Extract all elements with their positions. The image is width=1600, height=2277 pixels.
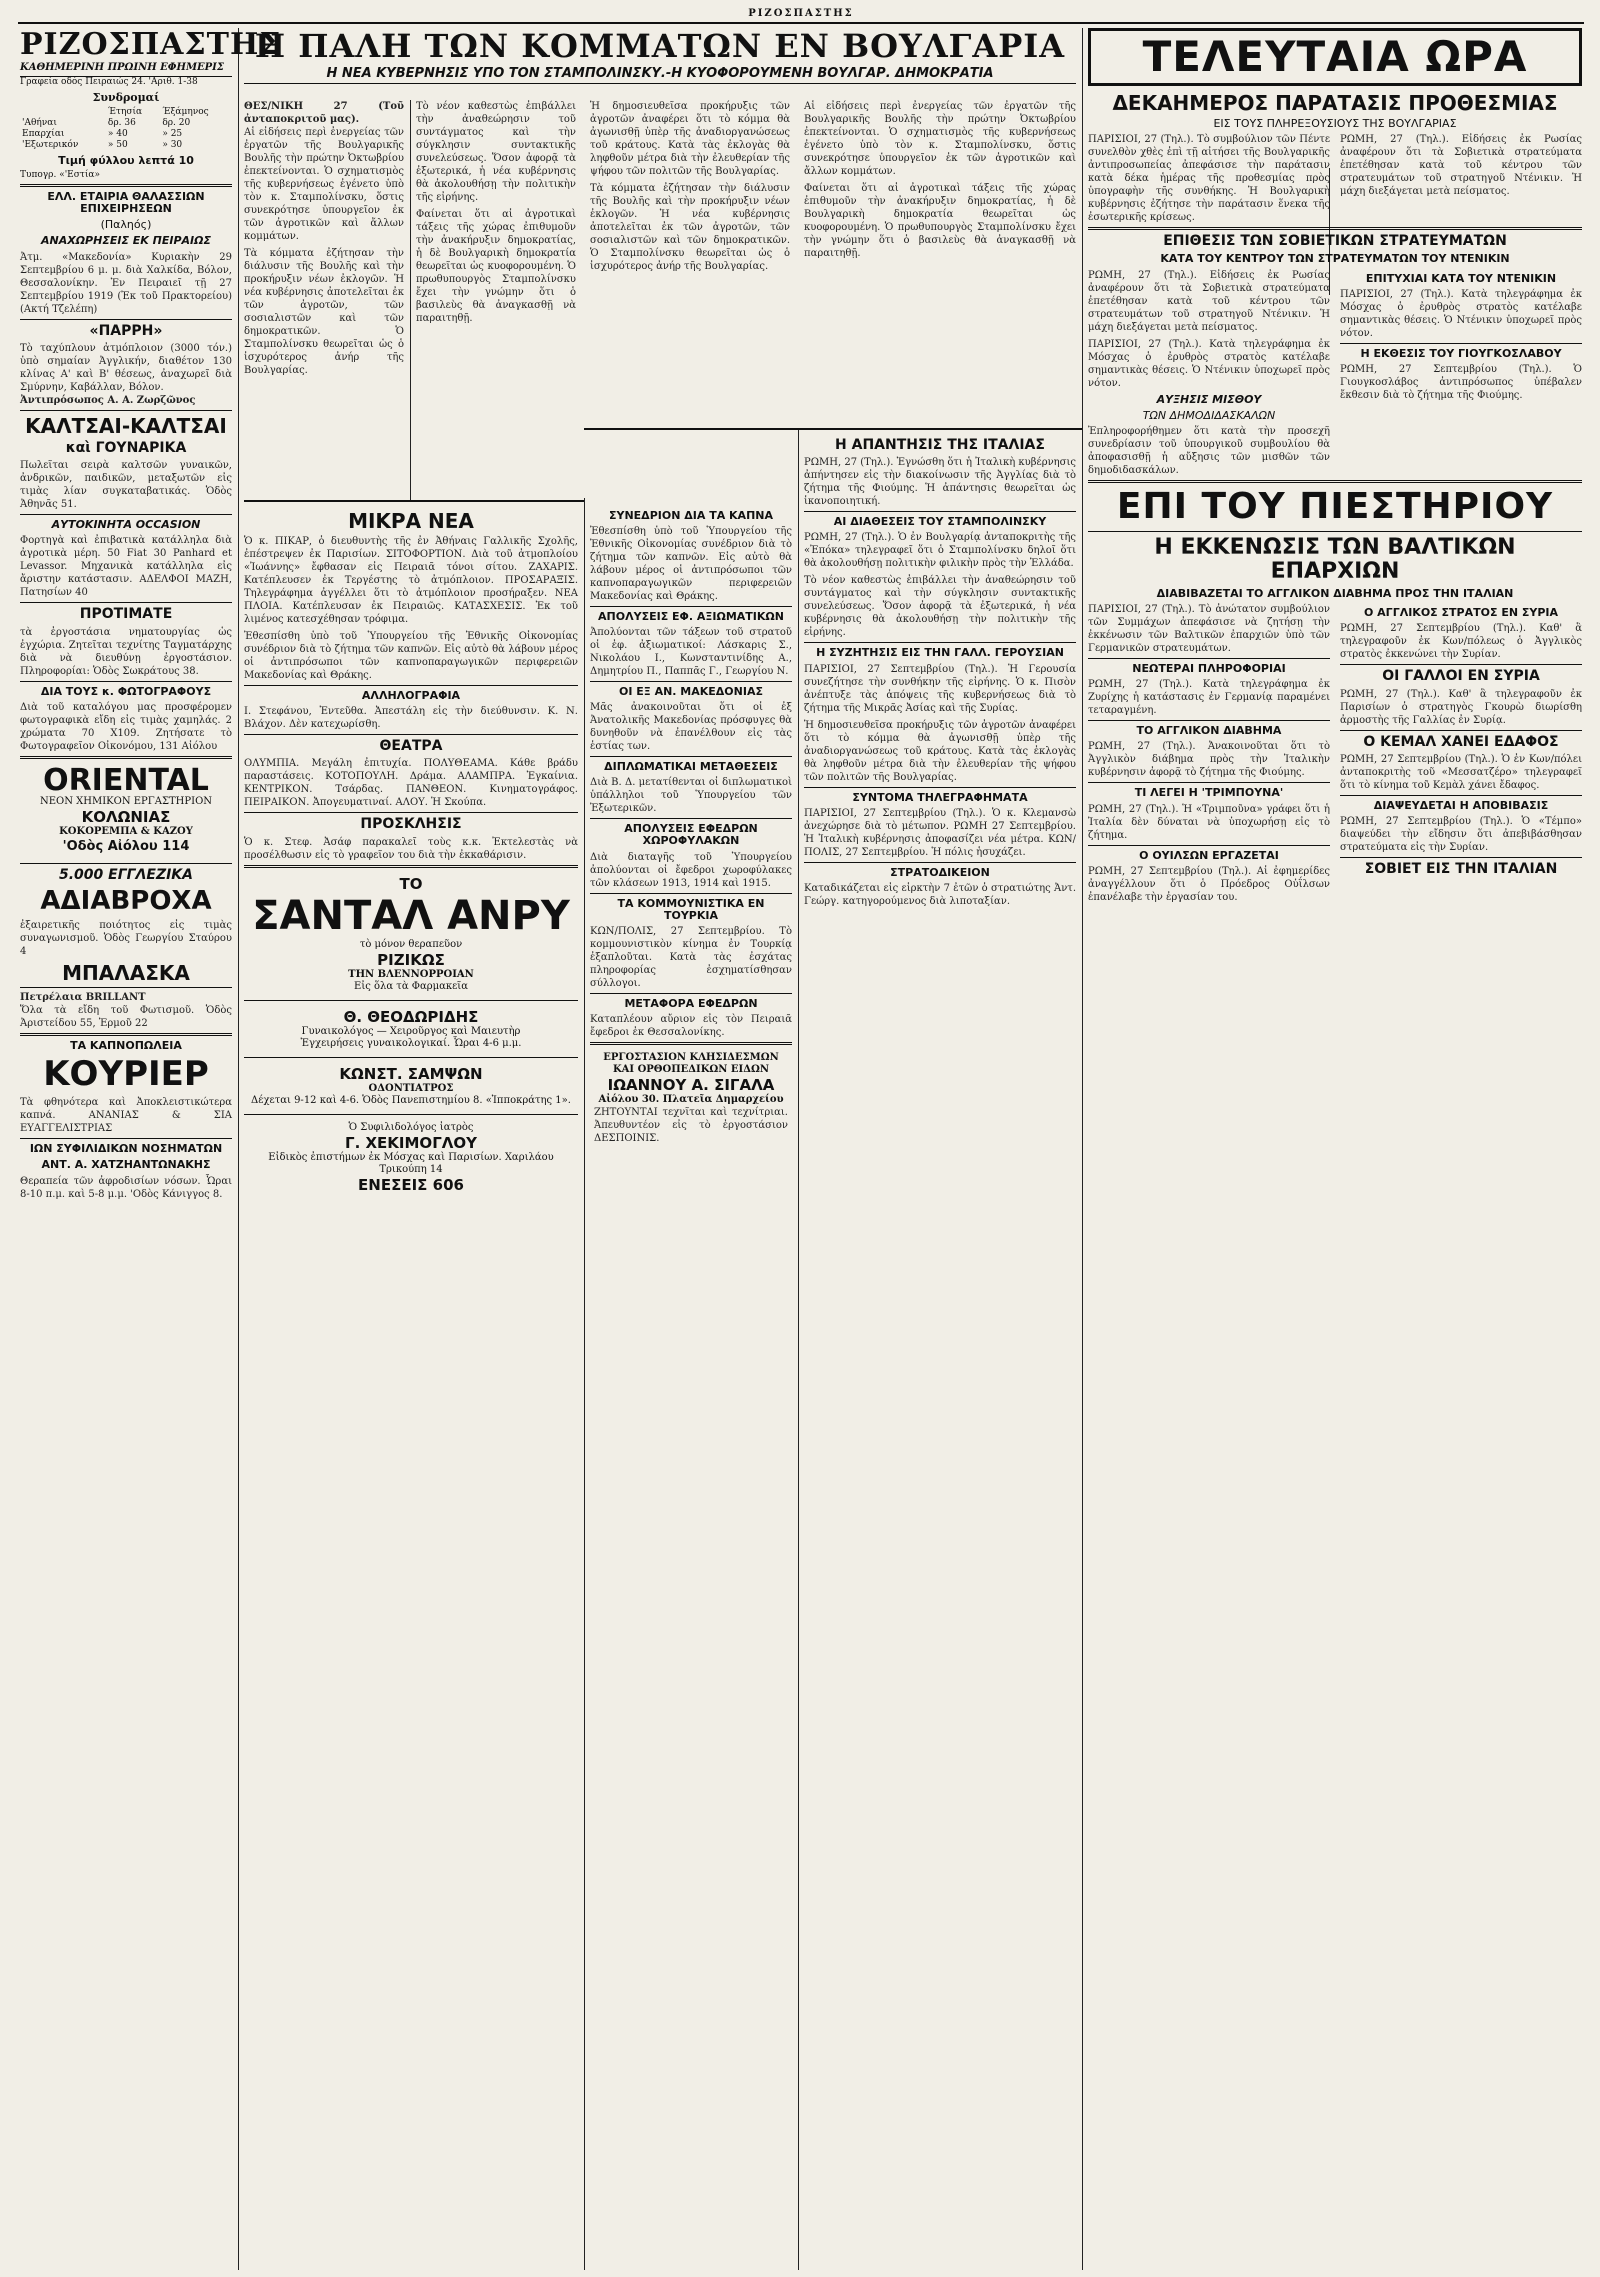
table-row: Επαρχίαι » 40 » 25: [22, 129, 183, 140]
main-headline-block: [244, 27, 1076, 87]
brilliant-text: Ὅλα τὰ εἴδη τοῦ Φωτισμοῦ. Ὁδὸς Ἀριστείδου 55, Ἐρμοῦ 22: [20, 1004, 232, 1029]
section-text: ΡΩΜΗ, 27 (Τηλ.). Ἀνακοινοῦται ὅτι τὸ Ἀγγλικὸν διάβημα πρὸς τὴν Ἰταλικὴν κυβέρνησιν ἀφορᾷ τὸ ζήτημα τῆς Φιούμης.: [1088, 741, 1330, 779]
oriental-ad: [20, 762, 232, 860]
oriental-addr: ΚΟΚΟΡΕΜΠΑ & ΚΑΖΟΥ: [59, 825, 193, 837]
dentist-text: Δέχεται 9-12 καὶ 4-6. Ὁδὸς Πανεπιστημίου 8. «Ἱπποκράτης 1».: [251, 1094, 571, 1106]
section-sub: ΕΙΣ ΤΟΥΣ ΠΛΗΡΕΞΟΥΣΙΟΥΣ ΤΗΣ ΒΟΥΛΓΑΡΙΑΣ: [1213, 117, 1457, 130]
section-heading: ΑΠΟΛΥΣΕΙΣ ΕΦ. ΑΞΙΩΜΑΤΙΚΩΝ: [598, 610, 784, 624]
departures-text: Ἀτμ. «Μακεδονία» Κυριακὴν 29 Σεπτεμβρίου 6 μ. μ. διὰ Χαλκίδα, Βόλον, Θεσσαλονίκην. Ἐν Πειραιεῖ τῇ 27 Σεπτεμβρίου 1919 (Ἐκ τοῦ Πρακτορείου) (Ακτή Τζελέπη): [20, 251, 232, 315]
main-para: Φαίνεται ὅτι αἱ ἀγροτικαὶ τάξεις τῆς χώρας ἐπιθυμοῦν τὴν ἀνακήρυξιν δημοκρατίας, ἡ δὲ Βουλγαρικὴ δημοκρατία θεωρεῖται ὡς κυοφορουμένη. Ὁ πρωθυπουργὸς Σταμπολίνσκυ ἔχει τὴν γνώμην ὅτι ὁ βασιλεὺς θὰ ἀναγκασθῇ νὰ παραιτηθῇ.: [416, 209, 576, 324]
running-header: ΡΙΖΟΣΠΑΣΤΗΣ: [18, 8, 1584, 24]
santal-sub3: ΤΗΝ ΒΛΕΝΝΟΡΡΟΙΑΝ: [348, 968, 474, 980]
main-subhead: Η ΝΕΑ ΚΥΒΕΡΝΗΣΙΣ ΥΠΟ ΤΟΝ ΣΤΑΜΠΟΛΙΝΣΚΥ.-Η ΚΥΟΦΟΡΟΥΜΕΝΗ ΒΟΥΛΓΑΡ. ΔΗΜΟΚΡΑΤΙΑ: [326, 65, 994, 81]
office-address: Γραφεία οδός Πειραιώς 24. 'Αριθ. 1-38: [20, 77, 198, 87]
main-story-col-3: [590, 100, 790, 500]
section-text: ΡΩΜΗ, 27 Σεπτεμβρίου (Τηλ.). Αἱ ἐφημερίδες ἀναγγέλλουν ὅτι ὁ Πρόεδρος Οὐΐλσων ἐπανέλαβε τὴν ἐργασίαν του.: [1088, 865, 1330, 903]
section-heading: ΑΥΞΗΣΙΣ ΜΙΣΘΟΥ: [1156, 392, 1262, 406]
section-heading: ΣΥΝΕΔΡΙΟΝ ΔΙΑ ΤΑ ΚΑΠΝΑ: [608, 509, 773, 522]
main-para: Αἱ εἰδήσεις περὶ ἐνεργείας τῶν ἐργατῶν τῆς Βουλγαρικῆς Βουλῆς τὴν πρώτην Ὀκτωβρίου ἐπεκτείνονται. Ὁ σχηματισμὸς τῆς κυβερνήσεως ἐγένετο ὑπὸ τὸν κ. Σταμπολίνσκυ, ὅστις συνεκρότησε ὑπουργεῖον ἐκ τῶν ἀγροτικῶν καὶ ἄλλων κομμάτων.: [804, 101, 1076, 177]
ship-text: Τὸ ταχύπλουν ἀτμόπλοιον (3000 τόν.) ὑπὸ σημαίαν Ἀγγλικήν, διαθέτον 130 κλίνας Α' καὶ Β' θέσεως, ἀναχωρεῖ διὰ Σμύρνην, Καβάλλαν, Βόλον.: [20, 342, 232, 393]
main-story-col-1: [244, 100, 404, 500]
english-heading: 5.000 ΕΓΓΛΕΖΙΚΑ: [58, 866, 193, 883]
section-heading: ΜΕΤΑΦΟΡΑ ΕΦΕΔΡΩΝ: [624, 996, 758, 1010]
section-text: ΠΑΡΙΣΙΟΙ, 27 (Τηλ.). Τὸ ἀνώτατον συμβούλιον τῶν Συμμάχων ἀπεφάσισε νὰ ζητήσῃ τὴν ἐκκένωσιν τῶν Βαλτικῶν ἐπαρχιῶν ὑπὸ τῶν Γερμανικῶν στρατευμάτων.: [1088, 604, 1330, 655]
masthead-title: ΡΙΖΟΣΠΑΣΤΗΣ: [20, 27, 282, 62]
section-rule: [584, 428, 1082, 430]
sigala-addr: Αἰόλου 30. Πλατεῖα Δημαρχείου: [598, 1093, 784, 1105]
oriental-sub: ΝΕΟΝ ΧΗΜΙΚΟΝ ΕΡΓΑΣΤΗΡΙΟΝ: [39, 795, 213, 807]
section-heading: Η ΑΠΑΝΤΗΣΙΣ ΤΗΣ ΙΤΑΛΙΑΣ: [835, 437, 1045, 453]
doctor3-name: Γ. ΧΕΚΙΜΟΓΛΟΥ: [345, 1133, 477, 1152]
mikra-nea-text: Ἐθεσπίσθη ὑπὸ τοῦ Ὑπουργείου τῆς Ἐθνικῆς Οἰκονομίας συνέδριον διὰ τὸ ζήτημα τῶν καπνῶν. Εἰς αὐτὸ θὰ λάβουν μέρος οἱ ἀντιπρόσωποι τῶν καπνοπαραγωγικῶν περιφερειῶν Μακεδονίας καὶ Θράκης.: [244, 631, 578, 681]
doctor3-tail: ΕΝΕΣΕΙΣ 606: [358, 1175, 464, 1194]
section-text: ΡΩΜΗ, 27 (Τηλ.). Καθ' ἃ τηλεγραφοῦν ἐκ Παρισίων ὁ στρατηγὸς Γκουρὼ διωρίσθη ἀρμοστὴς τῆς Γαλλίας ἐν Συρίᾳ.: [1340, 688, 1582, 726]
kourier-text: Τὰ φθηνότερα καὶ Ἀποκλειστικώτερα καπνά. ΑΝΑΝΙΑΣ & ΣΙΑ ΕΥΑΓΓΕΛΙΣΤΡΙΑΣ: [20, 1097, 232, 1135]
section-heading: ΝΕΩΤΕΡΑΙ ΠΛΗΡΟΦΟΡΙΑΙ: [1132, 662, 1286, 676]
press-banner: ΕΠΙ ΤΟΥ ΠΙΕΣΤΗΡΙΟΥ: [1116, 485, 1554, 527]
section-heading: ΤΟ ΑΓΓΛΙΚΟΝ ΔΙΑΒΗΜΑ: [1136, 724, 1282, 738]
section-heading: ΟΙ ΓΑΛΛΟΙ ΕΝ ΣΥΡΙΑ: [1382, 668, 1540, 685]
dentist-ad: [244, 1061, 578, 1111]
sigala-sub: ΚΑΙ ΟΡΘΟΠΕΔΙΚΩΝ ΕΙΔΩΝ: [612, 1063, 770, 1075]
section-heading: Η ΣΥΖΗΤΗΣΙΣ ΕΙΣ ΤΗΝ ΓΑΛΛ. ΓΕΡΟΥΣΙΑΝ: [816, 646, 1064, 660]
section-heading: Η ΕΚΚΕΝΩΣΙΣ ΤΩΝ ΒΑΛΤΙΚΩΝ ΕΠΑΡΧΙΩΝ: [1154, 534, 1516, 584]
section-text: Ἀπολύονται τῶν τάξεων τοῦ στρατοῦ οἱ ἐφ. ἀξιωματικοί: Λάσκαρις Σ., Νικολάου Ι., Κωνσταντινίδης Α., Δημητρίου Π., Παππᾶς Γ., Γεωργίου Ν.: [590, 627, 792, 678]
masthead-subtitle: ΚΑΘΗΜΕΡΙΝΗ ΠΡΩΙΝΗ ΕΦΗΜΕΡΙΣ: [20, 62, 232, 77]
doctor3-ad: [244, 1118, 578, 1198]
kaltsai-text: Πωλεῖται σειρὰ καλτσῶν γυναικῶν, ἀνδρικῶν, παιδικῶν, μεταξωτῶν εἰς τιμὰς λίαν συγκαταβατικάς. Ὁδὸς Ἀθηνᾶς 51.: [20, 460, 232, 511]
correspondence-heading: ΑΛΛΗΛΟΓΡΑΦΙΑ: [361, 689, 461, 702]
left-column: [20, 27, 282, 2270]
doctor2-ad: [244, 1004, 578, 1054]
section-heading: Ο ΟΥΙΛΣΩΝ ΕΡΓΑΖΕΤΑΙ: [1139, 848, 1279, 862]
right-column: [1088, 28, 1582, 2270]
table-row: 'Αθήναι δρ. 36 δρ. 20: [22, 118, 191, 129]
section-text: ΠΑΡΙΣΙΟΙ, 27 Σεπτεμβρίου (Τηλ.). Ὁ κ. Κλεμανσὼ ἀνεχώρησε διὰ τὸ μέτωπον. ΡΩΜΗ 27 Σεπτεμβρίου. Ἡ Ἰταλικὴ κυβέρνησις ἀποφασίζει νέα μέτρα. ΚΩΝ/ΠΟΛΙΣ, 27 Σεπτεμβρίου. Ἡ πόλις ἡσυχάζει.: [804, 807, 1076, 858]
section-heading: Η ΕΚΘΕΣΙΣ ΤΟΥ ΓΙΟΥΓΚΟΣΛΑΒΟΥ: [1360, 346, 1562, 360]
shipping-sub: (Παληός): [100, 218, 152, 232]
section-heading: ΣΤΡΑΤΟΔΙΚΕΙΟΝ: [890, 865, 990, 879]
section-text: ΚΩΝ/ΠΟΛΙΣ, 27 Σεπτεμβρίου. Τὸ κομμουνιστικὸν κίνημα ἐν Τουρκίᾳ ἐξαπλοῦται. Κατὰ τὰς ἐσχάτας πληροφορίας ἐσχηματίσθησαν σύλλογοι.: [590, 925, 792, 989]
mid-center-column: [590, 506, 792, 2270]
oriental-title: ORIENTAL: [43, 762, 209, 798]
section-heading: ΕΠΙΘΕΣΙΣ ΤΩΝ ΣΟΒΙΕΤΙΚΩΝ ΣΤΡΑΤΕΥΜΑΤΩΝ: [1163, 233, 1507, 250]
dentist-title: ΟΔΟΝΤΙΑΤΡΟΣ: [368, 1082, 454, 1094]
protimate-text: τὰ ἐργοστάσια νηματουργίας ὡς ἐγχώρια. Ζητεῖται τεχνίτης Ταγματάρχης διὰ νὰ διευθύνῃ ἐργοστάσιον. Πληροφορίαι: Ὁδὸς Σωκράτους 38.: [20, 626, 232, 677]
section-text: ΡΩΜΗ, 27 (Τηλ.). Εἰδήσεις ἐκ Ρωσίας ἀναφέρουν ὅτι τὰ Σοβιετικὰ στρατεύματα ἐπετέθησαν κατὰ τοῦ κέντρου τῶν στρατευμάτων τοῦ στρατηγοῦ Ντένικιν. Ἡ μάχη διεξάγεται μετὰ πείσματος.: [1088, 269, 1330, 333]
two-col-block: [1088, 269, 1582, 477]
ship-name: «ΠΑΡΡΗ»: [89, 322, 163, 339]
section-text: ΡΩΜΗ, 27 Σεπτεμβρίου (Τηλ.). Ὁ «Τέμπο» διαψεύδει τὴν εἴδησιν ὅτι ἀπεβιβάσθησαν στρατεύματα εἰς τὴν Συρίαν.: [1340, 816, 1582, 854]
doctor2-name: Θ. ΘΕΟΔΩΡΙΔΗΣ: [343, 1007, 479, 1026]
main-story-col-2: [416, 100, 576, 500]
section-text: Ἡ δημοσιευθεῖσα προκήρυξις τῶν ἀγροτῶν ἀναφέρει ὅτι τὸ κόμμα θὰ ἀγωνισθῇ ὑπὲρ τῆς ἀναδιοργανώσεως τοῦ κράτους. Κατὰ τὰς ἐκλογὰς θὰ ληφθοῦν μέτρα διὰ τὴν ἐλευθερίαν τῆς ψήφου τῶν πολιτῶν τῆς Βουλγαρίας.: [804, 719, 1076, 783]
oriental-street: 'Οδὸς Αἰόλου 114: [62, 838, 190, 854]
kaltsai-heading: ΚΑΛΤΣΑΙ-ΚΑΛΤΣΑΙ: [25, 413, 227, 438]
section-heading: ΟΙ ΕΞ ΑΝ. ΜΑΚΕΔΟΝΙΑΣ: [619, 685, 763, 699]
doctor-name: ΑΝΤ. Α. ΧΑΤΖΗΑΝΤΩΝΑΚΗΣ: [41, 1158, 211, 1172]
mid-left-column: [244, 506, 578, 2270]
brilliant-heading: Πετρέλαια BRILLANT: [20, 991, 146, 1003]
doctor-text: Θεραπεία τῶν ἀφροδισίων νόσων. Ὧραι 8-10 π.μ. καὶ 5-8 μ.μ. 'Οδὸς Κάνιγγος 8.: [20, 1175, 232, 1200]
doctor-title: ΙΩΝ ΣΥΦΙΛΙΔΙΚΩΝ ΝΟΣΗΜΑΤΩΝ: [29, 1142, 223, 1156]
main-headline: Η ΠΑΛΗ ΤΩΝ ΚΟΜΜΑΤΩΝ ΕΝ ΒΟΥΛΓΑΡΙΑ: [254, 27, 1066, 65]
column-rule: [238, 28, 239, 2270]
dentist-name: ΚΩΝΣΤ. ΣΑΜΨΩΝ: [339, 1064, 483, 1083]
kaltsai-sub: καὶ ΓΟΥΝΑΡΙΚΑ: [65, 439, 187, 456]
section-text: Καταπλέουν αὔριον εἰς τὸν Πειραιᾶ ἔφεδροι ἐκ Θεσσαλονίκης.: [590, 1013, 792, 1038]
doctor2-text: Ἐγχειρήσεις γυναικολογικαί. Ὧραι 4-6 μ.μ.: [300, 1037, 522, 1049]
departures-heading: ΑΝΑΧΩΡΗΣΕΙΣ ΕΚ ΠΕΙΡΑΙΩΣ: [40, 234, 211, 248]
section-heading: ΕΠΙΤΥΧΙΑΙ ΚΑΤΑ ΤΟΥ ΝΤΕΝΙΚΙΝ: [1365, 271, 1557, 285]
section-heading: Ο ΚΕΜΑΛ ΧΑΝΕΙ ΕΔΑΦΟΣ: [1363, 733, 1559, 750]
correspondence-text: Ι. Στεφάνου, Ἐντεῦθα. Ἀπεστάλη εἰς τὴν διεύθυνσιν. Κ. Ν. Βλάχον. Δὲν κατεχωρίσθη.: [244, 706, 578, 731]
newspaper-page: [18, 8, 1584, 2270]
sigala-text: ΖΗΤΟΥΝΤΑΙ τεχνῖται καὶ τεχνίτριαι. Ἀπευθυντέον εἰς τὸ ἐργοστάσιον ΔΕΣΠΟΙΝΙΣ.: [594, 1106, 788, 1144]
doctor2-title: Γυναικολόγος — Χειροῦργος καὶ Μαιευτὴρ: [301, 1025, 521, 1037]
section-text: ΡΩΜΗ, 27 (Τηλ.). Ὁ ἐν Βουλγαρίᾳ ἀνταποκριτὴς τῆς «Ἐπόκα» τηλεγραφεῖ ὅτι ὁ Σταμπολίνσκυ δηλοῖ ὅτι θὰ ἀκολουθήσῃ πολιτικὴν φιλικὴν πρὸς τὴν Ἑλλάδα.: [804, 532, 1076, 570]
section-rule: [244, 500, 584, 502]
doctor3-text: Εἰδικὸς ἐπιστήμων ἐκ Μόσχας καὶ Παρισίων. Χαριλάου Τρικούπη 14: [268, 1151, 554, 1175]
header-cell: Έξάμηνος: [162, 107, 209, 118]
section-text: Διὰ διαταγῆς τοῦ Ὑπουργείου ἀπολύονται οἱ ἔφεδροι χωροφύλακες τῶν κλάσεων 1913, 1914 καὶ 1915.: [590, 851, 792, 889]
main-story-col-4: [804, 100, 1076, 428]
santal-sub2: ΡΙΖΙΚΩΣ: [377, 950, 445, 969]
section-heading: ΑΙ ΔΙΑΘΕΣΕΙΣ ΤΟΥ ΣΤΑΜΠΟΛΙΝΣΚΥ: [833, 515, 1047, 529]
mikra-nea-text: Ὁ κ. ΠΙΚΑΡ, ὁ διευθυντὴς τῆς ἐν Ἀθήναις Γαλλικῆς Σχολῆς, ἐπέστρεψεν ἐκ Παρισίων. ΣΙΤΟΦΟΡΤΙΟΝ. Διὰ τοῦ ἀτμοπλοίου «Ἰωάννης» ἔφθασαν εἰς Πειραιᾶ τόνοι σίτου. ΖΑΧΑΡΙΣ. Κατέπλευσεν ἐκ Τεργέστης τὸ ἀτμόπλοιον. ΠΡΟΣΑΡΑΞΙΣ. Τηλεγράφημα ἀγγέλλει ὅτι τὸ ἀτμόπλοιον προσήραξεν. ΝΕΑ ΠΛΟΙΑ. Κατέπλευσαν ἐκ Πειραιῶς. ΚΑΤΑΣΧΕΣΙΣ. Ἐκ τοῦ λιμένος κατεσχέθησαν τρόφιμα.: [244, 536, 578, 625]
section-text: Ἐθεσπίσθη ὑπὸ τοῦ Ὑπουργείου τῆς Ἐθνικῆς Οἰκονομίας συνέδριον διὰ τὸ ζήτημα τῶν καπνῶν. Εἰς αὐτὸ θὰ λάβουν μέρος οἱ ἀντιπρόσωποι τῶν καπνοπαραγωγικῶν περιφερειῶν Μακεδονίας καὶ Θράκης.: [590, 526, 792, 603]
section-text: ΠΑΡΙΣΙΟΙ, 27 (Τηλ.). Τὸ συμβούλιον τῶν Πέντε συνελθὸν χθὲς ἐπὶ τῇ αἰτήσει τῆς Βουλγαρικῆς ἀντιπροσωπείας ἀπεφάσισε τὴν παράτασιν κατὰ δέκα ἡμέρας τῆς προθεσμίας πρὸς ὑπογραφὴν τῆς συνθήκης. Ἡ Βουλγαρικὴ κυβέρνησις ἐζήτησε τὴν παράτασιν ἕνεκα τῆς ἐσωτερικῆς κρίσεως.: [1088, 134, 1330, 224]
santal-sub: τὸ μόνον θεραπεῦον: [359, 938, 463, 950]
main-para: Τὸ νέον καθεστὼς ἐπιβάλλει τὴν ἀναθεώρησιν τοῦ συντάγματος καὶ τὴν σύγκλησιν συντακτικῆς συνελεύσεως. Ὅσον ἀφορᾷ τὰ ἐξωτερικά, ἡ νέα κυβέρνησις θὰ ἀκολουθήσῃ τὴν πολιτικὴν τῆς εἰρήνης.: [416, 101, 576, 203]
section-text: Καταδικάζεται εἰς εἱρκτὴν 7 ἐτῶν ὁ στρατιώτης Ἀντ. Γεώργ. κατηγορούμενος διὰ λιποταξίαν.: [804, 882, 1076, 907]
section-heading: ΔΙΠΛΩΜΑΤΙΚΑΙ ΜΕΤΑΘΕΣΕΙΣ: [604, 760, 778, 774]
section-text: ΡΩΜΗ, 27 (Τηλ.). Κατὰ τηλεγράφημα ἐκ Ζυρίχης ἡ κατάστασις ἐν Γερμανίᾳ παραμένει τεταραγμένη.: [1088, 679, 1330, 717]
section-text: ΡΩΜΗ, 27 Σεπτεμβρίου (Τηλ.). Ὁ Γιουγκοσλάβος ἀντιπρόσωπος ὑπέβαλεν ἔκθεσιν διὰ τὸ ζήτημα τῆς Φιούμης.: [1340, 363, 1582, 401]
section-heading: ΔΕΚΑΗΜΕΡΟΣ ΠΑΡΑΤΑΣΙΣ ΠΡΟΘΕΣΜΙΑΣ: [1112, 91, 1558, 115]
right-banner: ΤΕΛΕΥΤΑΙΑ ΩΡΑ: [1088, 28, 1582, 86]
section-text: Τὸ νέον καθεστὼς ἐπιβάλλει τὴν ἀναθεώρησιν τοῦ συντάγματος καὶ τὴν σύγκλησιν συντακτικῆς συνελεύσεως. Ὅσον ἀφορᾷ τὰ ἐξωτερικά, ἡ νέα κυβέρνησις θὰ ἀκολουθήσῃ τὴν πολιτικὴν τῆς εἰρήνης.: [804, 575, 1076, 639]
column-rule: [584, 498, 585, 2270]
section-heading: ΣΥΝΤΟΜΑ ΤΗΛΕΓΡΑΦΗΜΑΤΑ: [852, 790, 1028, 804]
occasion-text: Φορτηγὰ καὶ ἐπιβατικὰ κατάλληλα διὰ ἀγροτικὰ μέρη. 50 Fiat 30 Panhard et Levassor. Μηχανικὰ κατάλληλα εἰς ἄριστην κατάστασιν. ΑΔΕΛΦΟΙ ΜΑΖΗ, Πατησίων 40: [20, 535, 232, 599]
section-text: ΡΩΜΗ, 27 Σεπτεμβρίου (Τηλ.). Ὁ ἐν Κων/πόλει ἀνταποκριτὴς τοῦ «Μεσσατζέρο» τηλεγραφεῖ ὅτι τὸ κίνημα τοῦ Κεμὰλ χάνει ἔδαφος.: [1340, 754, 1582, 792]
price: Τιμή φύλλου λεπτά 10: [58, 154, 194, 168]
section-text: Ἐπληροφορήθημεν ὅτι κατὰ τὴν προσεχῆ συνεδρίασιν τοῦ ὑπουργικοῦ συμβουλίου θὰ ἀποφασισθῇ ἡ αὔξησις τῶν μισθῶν τῶν δημοδιδασκάλων.: [1088, 425, 1330, 476]
mid-right-column: [804, 434, 1076, 2270]
section-heading: ΤΙ ΛΕΓΕΙ Η 'ΤΡΙΜΠΟΥΝΑ': [1134, 786, 1284, 800]
column-rule: [410, 100, 411, 500]
santal-title: ΣΑΝΤΑΛ ΑΝΡΥ: [252, 892, 570, 939]
section-text: ΠΑΡΙΣΙΟΙ, 27 (Τηλ.). Κατὰ τηλεγράφημα ἐκ Μόσχας ὁ ἐρυθρὸς στρατὸς κατέλαβε σημαντικὰς θέσεις. Ὁ Ντένικιν ὑποχωρεῖ πρὸς νότον.: [1340, 288, 1582, 339]
main-para: Τὰ κόμματα ἐζήτησαν τὴν διάλυσιν τῆς Βουλῆς καὶ τὴν προκήρυξιν νέων ἐκλογῶν. Ἡ νέα κυβέρνησις ἀποτελεῖται ἐκ τῶν ἀγροτῶν, τῶν σοσιαλιστῶν καὶ τῶν δημοκρατικῶν. Ὁ Σταμπολίνσκυ θεωρεῖται ὡς ὁ ἰσχυρότερος ἀνήρ τῆς Βουλγαρίας.: [244, 248, 404, 376]
section-sub: ΚΑΤΑ ΤΟΥ ΚΕΝΤΡΟΥ ΤΩΝ ΣΤΡΑΤΕΥΜΑΤΩΝ ΤΟΥ ΝΤΕΝΙΚΙΝ: [1160, 252, 1510, 266]
invitations-heading: ΠΡΟΣΚΛΗΣΙΣ: [360, 816, 462, 833]
brand-name: ΜΠΑΛΑΣΚΑ: [62, 960, 190, 985]
section-text: Διὰ Β. Δ. μετατίθενται οἱ διπλωματικοὶ ὑπάλληλοι τοῦ Ὑπουργείου τῶν Ἐξωτερικῶν.: [590, 777, 792, 815]
protimate-heading: ΠΡΟΤΙΜΑΤΕ: [79, 606, 173, 623]
adiavrocha-text: ἐξαιρετικῆς ποιότητος εἰς τιμὰς συναγωνισμοῦ. Ὁδὸς Γεωργίου Σταύρου 4: [20, 919, 232, 957]
section-heading: ΤΑ ΚΟΜΜΟΥΝΙΣΤΙΚΑ ΕΝ ΤΟΥΡΚΙΑ: [617, 896, 765, 922]
section-text: ΡΩΜΗ, 27 (Τηλ.). Ἡ «Τριμποῦνα» γράφει ὅτι ἡ Ἰταλία δὲν δύναται νὰ ὑποχωρήσῃ εἰς τὸ ζήτημα.: [1088, 803, 1330, 841]
subscriptions-title: Συνδρομαί: [92, 91, 160, 104]
santal-ad: [244, 871, 578, 997]
main-dateline: ΘΕΣ/ΝΙΚΗ 27 (Τοῦ ἀνταποκριτοῦ μας).: [244, 101, 404, 125]
section-heading: ΑΠΟΛΥΣΕΙΣ ΕΦΕΔΡΩΝ ΧΩΡΟΦΥΛΑΚΩΝ: [624, 822, 758, 848]
subscription-table: [20, 107, 232, 151]
section-sub: ΤΩΝ ΔΗΜΟΔΙΔΑΣΚΑΛΩΝ: [1142, 408, 1276, 422]
main-para: Φαίνεται ὅτι αἱ ἀγροτικαὶ τάξεις τῆς χώρας ἐπιθυμοῦν τὴν ἀνακήρυξιν δημοκρατίας, ἡ δὲ Βουλγαρικὴ δημοκρατία θεωρεῖται ὡς κυοφορουμένη. Ὁ πρωθυπουργὸς Σταμπολίνσκυ ἔχει τὴν γνώμην ὅτι ὁ βασιλεὺς θὰ ἀναγκασθῇ νὰ παραιτηθῇ.: [804, 183, 1076, 259]
section-heading: Ο ΑΓΓΛΙΚΟΣ ΣΤΡΑΤΟΣ ΕΝ ΣΥΡΙΑ: [1363, 606, 1559, 620]
main-para: Αἱ εἰδήσεις περὶ ἐνεργείας τῶν ἐργατῶν τῆς Βουλγαρικῆς Βουλῆς τὴν πρώτην Ὀκτωβρίου ἐπεκτείνονται. Ὁ σχηματισμὸς τῆς κυβερνήσεως ἐγένετο ὑπὸ τὸν κ. Σταμπολίνσκυ, ὅστις συνεκρότησε ὑπουργεῖον ἐκ τῶν ἀγροτικῶν καὶ ἄλλων κομμάτων.: [244, 127, 404, 242]
section-text: ΡΩΜΗ, 27 (Τηλ.). Εἰδήσεις ἐκ Ρωσίας ἀναφέρουν ὅτι τὰ Σοβιετικὰ στρατεύματα ἐπετέθησαν κατὰ τοῦ κέντρου τῶν στρατευμάτων τοῦ στρατηγοῦ Ντένικιν. Ἡ μάχη διεξάγεται μετὰ πείσματος.: [1340, 134, 1582, 198]
table-row: 'Εξωτερικόν » 50 » 30: [22, 140, 183, 151]
printing: Τυπογρ. «'Εστία»: [20, 170, 100, 181]
sigala-title: ΕΡΓΟΣΤΑΣΙΟΝ ΚΛΗΣΙΔΕΣΜΩΝ: [603, 1051, 779, 1063]
section-text: ΡΩΜΗ, 27 Σεπτεμβρίου (Τηλ.). Καθ' ἃ τηλεγραφοῦν ἐκ Κων/πόλεως ὁ Ἀγγλικὸς στρατὸς ἐκκενώνει τὴν Συρίαν.: [1340, 623, 1582, 661]
two-col-block: [1088, 133, 1582, 224]
section-text: ΠΑΡΙΣΙΟΙ, 27 (Τηλ.). Κατὰ τηλεγράφημα ἐκ Μόσχας ὁ ἐρυθρὸς στρατὸς κατέλαβε σημαντικὰς θέσεις. Ὁ Ντένικιν ὑποχωρεῖ πρὸς νότον.: [1088, 338, 1330, 389]
kourier-heading: ΚΟΥΡΙΕΡ: [43, 1054, 209, 1094]
column-rule: [798, 428, 799, 2270]
section-text: ΠΑΡΙΣΙΟΙ, 27 Σεπτεμβρίου (Τηλ.). Ἡ Γερουσία συνεζήτησε τὴν συνθήκην τῆς εἰρήνης. Ὁ κ. Πισὸν ἀνέπτυξε τὰς ἀπόψεις τῆς κυβερνήσεως διὰ τὸ ζήτημα τῆς Μικρᾶς Ἀσίας καὶ τῆς Συρίας.: [804, 663, 1076, 714]
shipping-company: ΕΛΛ. ΕΤΑΙΡΙΑ ΘΑΛΑΣΣΙΩΝ ΕΠΙΧΕΙΡΗΣΕΩΝ: [47, 190, 205, 216]
santal-sub4: Εἰς ὅλα τὰ Φαρμακεῖα: [354, 980, 468, 992]
theatre-text: ΟΛΥΜΠΙΑ. Μεγάλη ἐπιτυχία. ΠΟΛΥΘΕΑΜΑ. Κάθε βράδυ παραστάσεις. ΚΟΤΟΠΟΥΛΗ. Δράμα. ΑΛΑΜΠΡΑ. Ἐγκαίνια. ΚΕΝΤΡΙΚΟΝ. Τσάρδας. ΠΑΝΘΕΟΝ. Κινηματογράφος. ΠΕΙΡΑΙΚΟΝ. Ἀπογευματιναί. ΑΛΟΥ. Ἡ Σκούπα.: [244, 758, 578, 809]
column-rule: [1082, 28, 1083, 2270]
sigala-name: ΙΩΑΝΝΟΥ Α. ΣΙΓΑΛΑ: [607, 1075, 775, 1094]
section-text: ΡΩΜΗ, 27 (Τηλ.). Ἐγνώσθη ὅτι ἡ Ἰταλικὴ κυβέρνησις ἀπήντησεν εἰς τὴν διακοίνωσιν τῆς Ἀγγλίας διὰ τὸ ζήτημα τῆς Φιούμης. Ἡ ἀπάντησις θεωρεῖται ὡς ἱκανοποιητική.: [804, 457, 1076, 508]
main-para: Τὰ κόμματα ἐζήτησαν τὴν διάλυσιν τῆς Βουλῆς καὶ τὴν προκήρυξιν νέων ἐκλογῶν. Ἡ νέα κυβέρνησις ἀποτελεῖται ἐκ τῶν ἀγροτῶν, τῶν σοσιαλιστῶν καὶ τῶν δημοκρατικῶν. Ὁ Σταμπολίνσκυ θεωρεῖται ὡς ὁ ἰσχυρότερος ἀνήρ τῆς Βουλγαρίας.: [590, 183, 790, 272]
oriental-name: ΚΟΛΩΝΙΑΣ: [81, 807, 171, 826]
ship-agent: Ἀντιπρόσωπος Α. Α. Ζωρζῶνος: [20, 394, 196, 406]
doctor3-pre: Ὁ Συφιλιδολόγος ἰατρὸς: [348, 1121, 474, 1133]
two-col-block: [1088, 603, 1582, 903]
sigala-ad: [590, 1048, 792, 1149]
section-heading: ΣΟΒΙΕΤ ΕΙΣ ΤΗΝ ΙΤΑΛΙΑΝ: [1364, 861, 1558, 878]
adiavrocha-heading: ΑΔΙΑΒΡΟΧΑ: [40, 886, 212, 917]
section-sub: ΔΙΑΒΙΒΑΖΕΤΑΙ ΤΟ ΑΓΓΛΙΚΟΝ ΔΙΑΒΗΜΑ ΠΡΟΣ ΤΗΝ ΙΤΑΛΙΑΝ: [1156, 587, 1514, 601]
main-para: Ἡ δημοσιευθεῖσα προκήρυξις τῶν ἀγροτῶν ἀναφέρει ὅτι τὸ κόμμα θὰ ἀγωνισθῇ ὑπὲρ τῆς ἀναδιοργανώσεως τοῦ κράτους. Κατὰ τὰς ἐκλογὰς θὰ ληφθοῦν μέτρα διὰ τὴν ἐλευθερίαν τῆς ψήφου τῶν πολιτῶν τῆς Βουλγαρίας.: [590, 101, 790, 177]
photographers-text: Διὰ τοῦ καταλόγου μας προσφέρομεν φωτογραφικὰ εἴδη εἰς τιμὰς χαμηλάς. 2 χρώματα 70 Χ109. Ζητήσατε τὸ Φωτογραφεῖον Οἰκονόμου, 131 Αἰόλου: [20, 701, 232, 752]
invitations-text: Ὁ κ. Στεφ. Ἀσάφ παρακαλεῖ τοὺς κ.κ. Ἐκτελεστὰς νὰ προσέλθωσιν εἰς τὸ γραφεῖον του διὰ τὴν ἐκκαθάρισιν.: [244, 836, 578, 861]
santal-pre: ΤΟ: [399, 874, 423, 893]
section-heading: ΔΙΑΨΕΥΔΕΤΑΙ Η ΑΠΟΒΙΒΑΣΙΣ: [1373, 799, 1549, 813]
section-text: Μᾶς ἀνακοινοῦται ὅτι οἱ ἐξ Ἀνατολικῆς Μακεδονίας πρόσφυγες θὰ δυνηθοῦν νὰ ἐπανέλθουν εἰς τὰς ἑστίας των.: [590, 702, 792, 753]
kourier-pre: ΤΑ ΚΑΠΝΟΠΩΛΕΙΑ: [70, 1038, 182, 1052]
occasion-heading: ΑΥΤΟΚΙΝΗΤΑ OCCASION: [51, 518, 201, 532]
header-cell: Έτησία: [107, 107, 143, 118]
mikra-nea-heading: ΜΙΚΡΑ ΝΕΑ: [348, 509, 474, 533]
photographers-heading: ΔΙΑ ΤΟΥΣ κ. ΦΩΤΟΓΡΑΦΟΥΣ: [40, 684, 212, 698]
theatre-heading: ΘΕΑΤΡΑ: [379, 738, 443, 755]
